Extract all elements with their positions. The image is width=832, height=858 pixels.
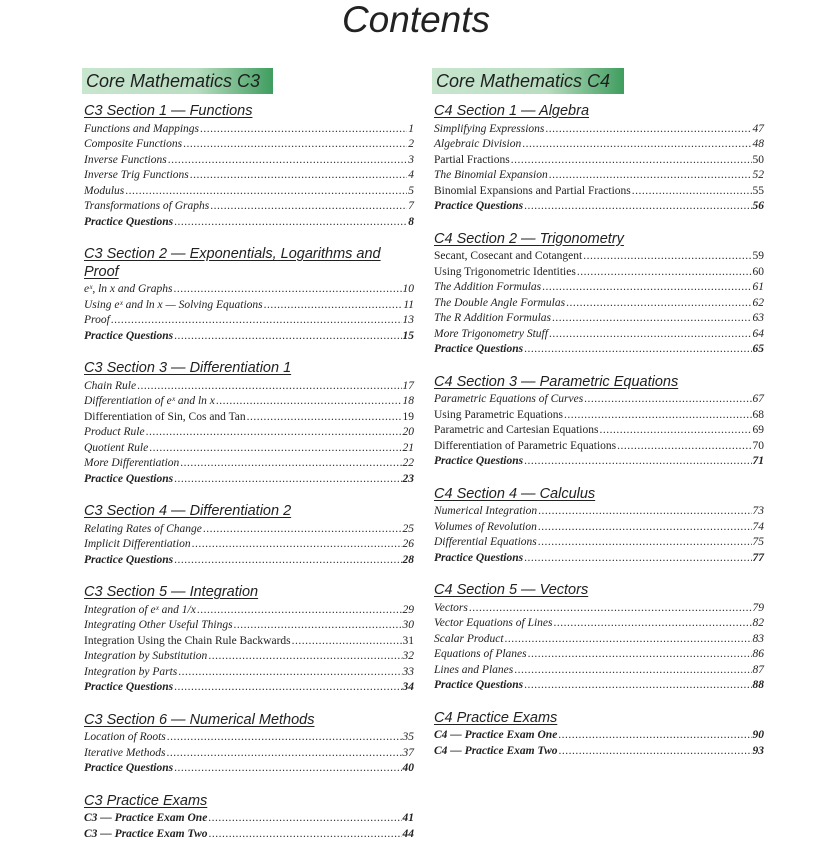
entry-page-number: 1	[408, 122, 414, 135]
dot-leader	[192, 537, 402, 553]
entry-label: Algebraic Division	[434, 138, 522, 150]
dot-leader	[166, 746, 401, 762]
section-title: C3 Practice Exams	[84, 792, 208, 809]
entry-label: More Differentiation	[84, 457, 180, 469]
dot-leader	[545, 122, 751, 138]
toc-entry[interactable]	[84, 329, 414, 345]
toc-section	[82, 246, 414, 344]
entry-page-number: 93	[752, 744, 764, 757]
toc-entry[interactable]	[434, 504, 764, 520]
toc-entry[interactable]	[84, 153, 414, 169]
toc-entry[interactable]	[84, 618, 414, 634]
entry-label: Inverse Functions	[84, 153, 167, 166]
entry-label: Iterative Methods	[84, 746, 166, 759]
entry-label: Product Rule	[84, 426, 145, 438]
entry-page-number: 73	[752, 505, 764, 517]
entry-page-number: 20	[402, 426, 414, 438]
entry-page-number: 59	[752, 250, 764, 262]
toc-entry[interactable]	[434, 616, 764, 632]
entry-page-number: 71	[752, 455, 764, 467]
toc-entry[interactable]	[434, 663, 764, 679]
dot-leader	[584, 392, 751, 408]
dot-leader	[577, 265, 752, 281]
entry-page-number: 44	[402, 827, 414, 840]
section-title: C4 Section 3 — Parametric Equations	[434, 373, 679, 390]
entry-label: Practice Questions	[84, 329, 174, 342]
dot-leader	[168, 153, 408, 169]
entry-page-number: 83	[752, 632, 764, 645]
toc-entry[interactable]	[84, 456, 414, 472]
column-core-c3	[82, 68, 414, 858]
entry-page-number: 34	[402, 681, 414, 693]
entry-label: Integration by Substitution	[84, 650, 208, 662]
toc-entry[interactable]	[434, 280, 764, 296]
entry-page-number: 56	[752, 200, 764, 212]
entry-label: Secant, Cosecant and Cotangent	[434, 250, 583, 262]
dot-leader	[632, 184, 752, 200]
toc-entry[interactable]	[84, 603, 414, 619]
section-title: C4 Section 5 — Vectors	[434, 582, 589, 598]
entry-page-number: 74	[752, 520, 764, 533]
entry-label: Practice Questions	[84, 472, 174, 485]
entry-label: Partial Fractions	[434, 153, 510, 166]
entry-page-number: 35	[402, 731, 414, 743]
entry-label: Equations of Planes	[434, 648, 527, 660]
sections-list	[432, 103, 764, 759]
entry-label: C4 — Practice Exam One	[434, 729, 558, 741]
toc-entry[interactable]	[434, 551, 764, 567]
entry-label: Differentiation of Sin, Cos and Tan	[84, 410, 246, 423]
entry-page-number: 55	[752, 184, 764, 197]
entry-page-number: 10	[402, 283, 414, 295]
toc-entry[interactable]	[434, 296, 764, 312]
toc-section	[432, 103, 764, 215]
dot-leader	[264, 298, 403, 314]
entry-page-number: 22	[402, 457, 414, 469]
dot-leader	[524, 678, 751, 694]
entry-page-number: 50	[752, 153, 764, 166]
toc-section	[432, 582, 764, 694]
entry-label: More Trigonometry Stuff	[434, 327, 548, 340]
entry-page-number: 41	[402, 812, 414, 824]
section-title: C4 Section 1 — Algebra	[434, 103, 590, 119]
entry-label: Relating Rates of Change	[84, 522, 202, 535]
toc-entry[interactable]	[84, 553, 414, 569]
toc-entry[interactable]	[84, 730, 414, 746]
section-title: C4 Practice Exams	[434, 709, 558, 726]
toc-entry[interactable]	[434, 199, 764, 215]
section-title: C4 Section 4 — Calculus	[434, 485, 596, 502]
entry-page-number: 90	[752, 729, 764, 741]
entry-page-number: 61	[752, 281, 764, 293]
entry-label: Using eˣ and ln x — Solving Equations	[84, 298, 263, 311]
entry-label: Integrating Other Useful Things	[84, 619, 233, 631]
entry-label: Integration of eˣ and 1/x	[84, 603, 196, 616]
entry-page-number: 52	[752, 169, 764, 181]
dot-leader	[528, 647, 752, 663]
entry-label: Parametric and Cartesian Equations	[434, 424, 599, 436]
toc-section	[82, 712, 414, 777]
dot-leader	[511, 153, 752, 169]
entry-page-number: 87	[752, 663, 764, 676]
toc-entry[interactable]	[434, 535, 764, 551]
entry-label: Scalar Product	[434, 632, 504, 645]
dot-leader	[190, 168, 407, 184]
entry-page-number: 60	[752, 265, 764, 278]
toc-entry[interactable]	[434, 454, 764, 470]
entry-label: Practice Questions	[84, 553, 174, 566]
dot-leader	[174, 282, 402, 298]
toc-entry[interactable]	[84, 184, 414, 200]
dot-leader	[183, 137, 407, 153]
toc-entry[interactable]	[434, 342, 764, 358]
entry-label: Integration by Parts	[84, 665, 178, 678]
section-title: C3 Section 4 — Differentiation 2	[84, 503, 292, 519]
entry-page-number: 23	[402, 472, 414, 485]
entry-page-number: 18	[402, 395, 414, 407]
entry-page-number: 79	[752, 601, 764, 614]
entry-label: Transformations of Graphs	[84, 200, 210, 212]
toc-entry[interactable]	[434, 632, 764, 648]
dot-leader	[146, 425, 402, 441]
entry-label: Modulus	[84, 184, 125, 197]
dot-leader	[583, 249, 751, 265]
toc-entry[interactable]	[84, 761, 414, 777]
toc-entry[interactable]	[434, 392, 764, 408]
toc-section	[82, 584, 414, 696]
toc-entry[interactable]	[434, 249, 764, 265]
dot-leader	[210, 199, 407, 215]
toc-section	[432, 231, 764, 358]
dot-leader	[200, 122, 407, 138]
section-title: C3 Section 3 — Differentiation 1	[84, 360, 292, 376]
entry-page-number: 7	[408, 200, 414, 212]
entry-page-number: 68	[752, 408, 764, 421]
dot-leader	[174, 761, 401, 777]
entry-page-number: 28	[402, 553, 414, 566]
entry-page-number: 17	[402, 379, 414, 392]
dot-leader	[505, 632, 752, 648]
toc-entry[interactable]	[84, 137, 414, 153]
dot-leader	[542, 280, 751, 296]
dot-leader	[524, 454, 751, 470]
entry-label: Practice Questions	[84, 681, 174, 693]
dot-leader	[549, 168, 752, 184]
entry-label: Functions and Mappings	[84, 122, 199, 135]
entry-label: Numerical Integration	[434, 505, 538, 517]
dot-leader	[167, 730, 402, 746]
entry-label: Using Parametric Equations	[434, 408, 564, 421]
dot-leader	[203, 522, 402, 538]
toc-entry[interactable]	[434, 265, 764, 281]
dot-leader	[208, 649, 401, 665]
entry-page-number: 26	[402, 538, 414, 550]
toc-entry[interactable]	[84, 680, 414, 696]
entry-page-number: 29	[402, 603, 414, 616]
entry-label: Binomial Expansions and Partial Fractions	[434, 184, 631, 197]
toc-entry[interactable]	[434, 520, 764, 536]
toc-entry[interactable]	[434, 153, 764, 169]
entry-page-number: 48	[752, 138, 764, 150]
entry-label: C3 — Practice Exam Two	[84, 827, 208, 840]
dot-leader	[552, 311, 751, 327]
entry-page-number: 3	[408, 153, 414, 166]
toc-entry[interactable]	[84, 394, 414, 410]
entry-page-number: 8	[408, 215, 414, 228]
dot-leader	[599, 423, 751, 439]
entry-label: Chain Rule	[84, 379, 137, 392]
toc-entry[interactable]	[84, 282, 414, 298]
dot-leader	[174, 215, 407, 231]
entry-page-number: 19	[402, 410, 414, 423]
toc-entry[interactable]	[84, 379, 414, 395]
entry-label: Using Trigonometric Identities	[434, 265, 576, 278]
toc-entry[interactable]	[84, 122, 414, 138]
toc-section	[432, 374, 764, 470]
entry-page-number: 5	[408, 184, 414, 197]
entry-label: Differentiation of eˣ and ln x	[84, 395, 215, 407]
dot-leader	[247, 410, 402, 426]
dot-leader	[208, 811, 401, 827]
toc-entry[interactable]	[434, 744, 764, 760]
column-core-c4	[432, 68, 764, 775]
entry-page-number: 65	[752, 343, 764, 355]
toc-entry[interactable]	[434, 168, 764, 184]
entry-label: Parametric Equations of Curves	[434, 393, 584, 405]
entry-page-number: 11	[403, 298, 414, 311]
entry-label: Differential Equations	[434, 536, 537, 548]
entry-page-number: 21	[402, 441, 414, 454]
dot-leader	[514, 663, 751, 679]
toc-entry[interactable]	[84, 199, 414, 215]
dot-leader	[538, 520, 752, 536]
toc-entry[interactable]	[84, 441, 414, 457]
toc-entry[interactable]	[84, 537, 414, 553]
toc-section	[82, 360, 414, 487]
dot-leader	[234, 618, 402, 634]
dot-leader	[538, 504, 751, 520]
toc-section	[82, 103, 414, 230]
entry-label: Practice Questions	[434, 679, 524, 691]
dot-leader	[174, 553, 401, 569]
entry-page-number: 88	[752, 679, 764, 691]
dot-leader	[180, 456, 401, 472]
toc-entry[interactable]	[84, 665, 414, 681]
entry-label: Practice Questions	[434, 200, 524, 212]
entry-label: The Double Angle Formulas	[434, 296, 566, 309]
toc-entry[interactable]	[434, 408, 764, 424]
toc-entry[interactable]	[434, 137, 764, 153]
toc-entry[interactable]	[434, 647, 764, 663]
toc-entry[interactable]	[84, 472, 414, 488]
dot-leader	[292, 634, 402, 650]
entry-page-number: 47	[752, 122, 764, 135]
toc-entry[interactable]	[434, 122, 764, 138]
dot-leader	[554, 616, 752, 632]
entry-label: Practice Questions	[434, 455, 524, 467]
entry-label: Integration Using the Chain Rule Backwards	[84, 634, 291, 647]
entry-page-number: 31	[402, 634, 414, 647]
entry-page-number: 15	[402, 329, 414, 342]
entry-label: The R Addition Formulas	[434, 312, 552, 324]
entry-page-number: 86	[752, 648, 764, 660]
dot-leader	[524, 342, 751, 358]
entry-label: Location of Roots	[84, 731, 166, 743]
dot-leader	[538, 535, 752, 551]
entry-page-number: 69	[752, 424, 764, 436]
dot-leader	[559, 744, 752, 760]
entry-page-number: 62	[752, 296, 764, 309]
section-title: C3 Section 6 — Numerical Methods	[84, 711, 315, 728]
dot-leader	[111, 313, 402, 329]
entry-page-number: 4	[408, 169, 414, 181]
dot-leader	[178, 665, 401, 681]
entry-label: C3 — Practice Exam One	[84, 812, 208, 824]
toc-entry[interactable]	[84, 634, 414, 650]
entry-label: Practice Questions	[434, 343, 524, 355]
entry-label: C4 — Practice Exam Two	[434, 744, 558, 757]
dot-leader	[549, 327, 752, 343]
entry-page-number: 67	[752, 393, 764, 405]
banner-core-c3: Core Mathematics C3	[82, 68, 273, 94]
dot-leader	[469, 601, 752, 617]
dot-leader	[174, 680, 401, 696]
entry-page-number: 37	[402, 746, 414, 759]
entry-label: The Binomial Expansion	[434, 169, 548, 181]
toc-entry[interactable]	[434, 184, 764, 200]
entry-label: Vector Equations of Lines	[434, 617, 553, 629]
entry-label: Practice Questions	[84, 215, 174, 228]
entry-label: Composite Functions	[84, 138, 183, 150]
toc-section	[82, 793, 414, 843]
entry-label: The Addition Formulas	[434, 281, 542, 293]
toc-entry[interactable]	[84, 298, 414, 314]
entry-page-number: 75	[752, 536, 764, 548]
entry-label: Simplifying Expressions	[434, 122, 545, 135]
dot-leader	[149, 441, 401, 457]
entry-label: Vectors	[434, 601, 468, 614]
entry-page-number: 64	[752, 327, 764, 340]
toc-entry[interactable]	[84, 522, 414, 538]
dot-leader	[558, 728, 751, 744]
entry-label: Practice Questions	[434, 551, 524, 564]
entry-page-number: 70	[752, 439, 764, 452]
section-title: C4 Section 2 — Trigonometry	[434, 230, 624, 247]
entry-page-number: 77	[752, 551, 764, 564]
entry-label: Implicit Differentiation	[84, 538, 191, 550]
entry-label: Lines and Planes	[434, 663, 514, 676]
entry-label: Proof	[84, 314, 110, 326]
toc-entry[interactable]	[84, 313, 414, 329]
toc-entry[interactable]	[84, 649, 414, 665]
entry-page-number: 25	[402, 522, 414, 535]
sections-list	[82, 103, 414, 842]
entry-page-number: 40	[402, 762, 414, 774]
dot-leader	[174, 329, 401, 345]
dot-leader	[125, 184, 407, 200]
entry-label: Quotient Rule	[84, 441, 149, 454]
toc-entry[interactable]	[434, 311, 764, 327]
entry-label: eˣ, ln x and Graphs	[84, 283, 173, 295]
dot-leader	[197, 603, 402, 619]
toc-section	[432, 486, 764, 567]
toc-entry[interactable]	[84, 410, 414, 426]
entry-page-number: 13	[402, 314, 414, 326]
dot-leader	[522, 137, 751, 153]
toc-entry[interactable]	[84, 215, 414, 231]
dot-leader	[524, 551, 751, 567]
toc-entry[interactable]	[84, 425, 414, 441]
toc-entry[interactable]	[434, 439, 764, 455]
dot-leader	[564, 408, 751, 424]
toc-entry[interactable]	[84, 746, 414, 762]
toc-entry[interactable]	[434, 327, 764, 343]
entry-label: Volumes of Revolution	[434, 520, 537, 533]
entry-page-number: 63	[752, 312, 764, 324]
dot-leader	[137, 379, 401, 395]
banner-core-c4: Core Mathematics C4	[432, 68, 624, 94]
dot-leader	[209, 827, 402, 843]
entry-label: Practice Questions	[84, 762, 174, 774]
entry-label: Inverse Trig Functions	[84, 169, 189, 181]
toc-section	[432, 710, 764, 760]
toc-entry[interactable]	[434, 728, 764, 744]
toc-entry[interactable]	[84, 168, 414, 184]
toc-entry[interactable]	[434, 601, 764, 617]
entry-page-number: 2	[408, 138, 414, 150]
section-title: C3 Section 5 — Integration	[84, 584, 259, 600]
page-title: Contents	[341, 0, 491, 40]
toc-entry[interactable]	[434, 678, 764, 694]
section-title: C3 Section 1 — Functions	[84, 103, 253, 119]
entry-page-number: 82	[752, 617, 764, 629]
dot-leader	[524, 199, 751, 215]
toc-entry[interactable]	[84, 827, 414, 843]
section-title: C3 Section 2 — Exponentials, Logarithms and Proof	[84, 246, 381, 280]
toc-entry[interactable]	[434, 423, 764, 439]
dot-leader	[566, 296, 751, 312]
entry-page-number: 33	[402, 665, 414, 678]
dot-leader	[174, 472, 401, 488]
toc-entry[interactable]	[84, 811, 414, 827]
entry-label: Differentiation of Parametric Equations	[434, 439, 617, 452]
dot-leader	[617, 439, 751, 455]
dot-leader	[216, 394, 402, 410]
entry-page-number: 32	[402, 650, 414, 662]
entry-page-number: 30	[402, 619, 414, 631]
toc-section	[82, 503, 414, 568]
